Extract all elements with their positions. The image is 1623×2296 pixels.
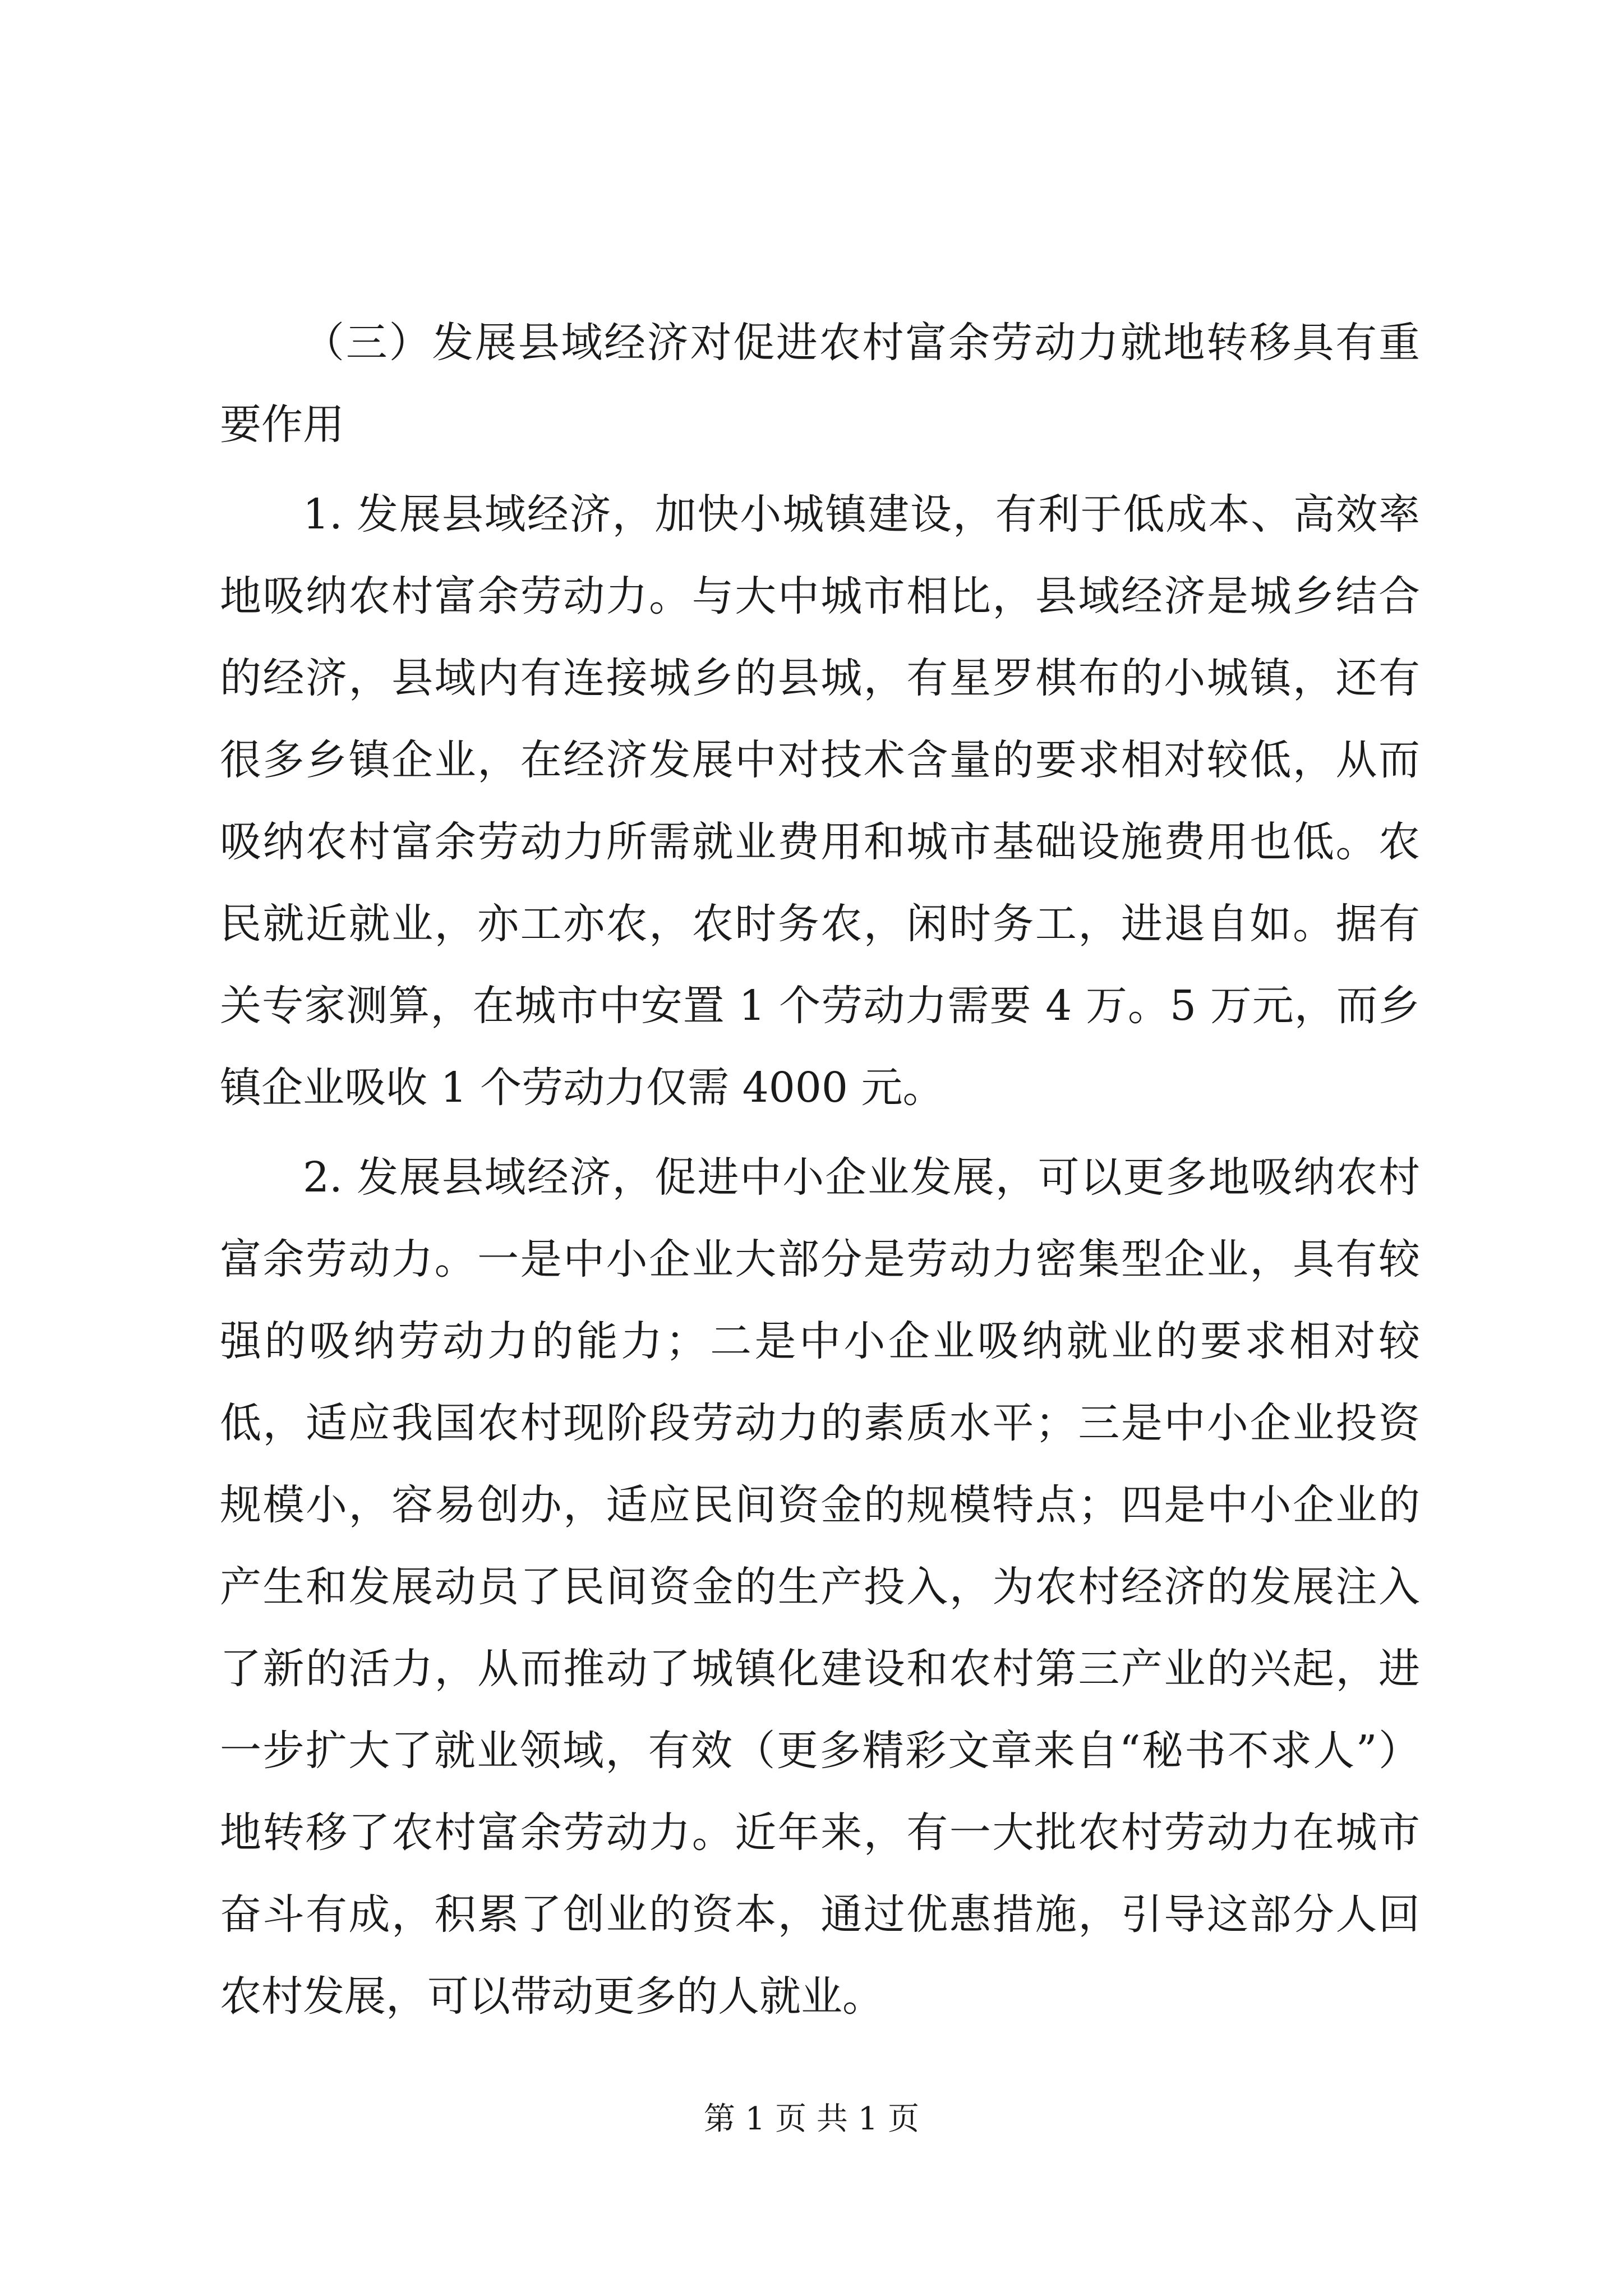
section-heading: （三）发展县域经济对促进农村富余劳动力就地转移具有重要作用 [220,319,1420,449]
paragraph-2: 2. 发展县域经济，促进中小企业发展，可以更多地吸纳农村富余劳动力。一是中小企业大部分是劳动力密集型企业，具有较强的吸纳劳动力的能力；二是中小企业吸纳就业的要求相对较低，适应我国农村现阶段劳动力的素质水平；三是中小企业投资规模小，容易创办，适应民间资金的规模特点；四是中小企业的产生和发展动员了民间资金的生产投入，为农村经济的发展注入了新的活力，从而推动了城镇化建设和农村第三产业的兴起，进一步扩大了就业领域，有效（更多精彩文章来自“秘书不求人”）地转移了农村富余劳动力。近年来，有一大批农村劳动力在城市奋斗有成，积累了创业的资本，通过优惠措施，引导这部分人回农村发展，可以带动更多的人就业。 [220,1153,1420,2021]
document-body [220,302,1420,2037]
paragraph-1: 1. 发展县域经济，加快小城镇建设，有利于低成本、高效率地吸纳农村富余劳动力。与大中城市相比，县域经济是城乡结合的经济，县域内有连接城乡的县城，有星罗棋布的小城镇，还有很多乡镇企业，在经济发展中对技术含量的要求相对较低，从而吸纳农村富余劳动力所需就业费用和城市基础设施费用也低。农民就近就业，亦工亦农，农时务农，闲时务工，进退自如。据有关专家测算，在城市中安置 1 个劳动力需要 4 万。5 万元，而乡镇企业吸收 1 个劳动力仅需 4000 元。 [220,490,1420,1112]
page-number-footer: 第 1 页 共 1 页 [703,2101,920,2137]
